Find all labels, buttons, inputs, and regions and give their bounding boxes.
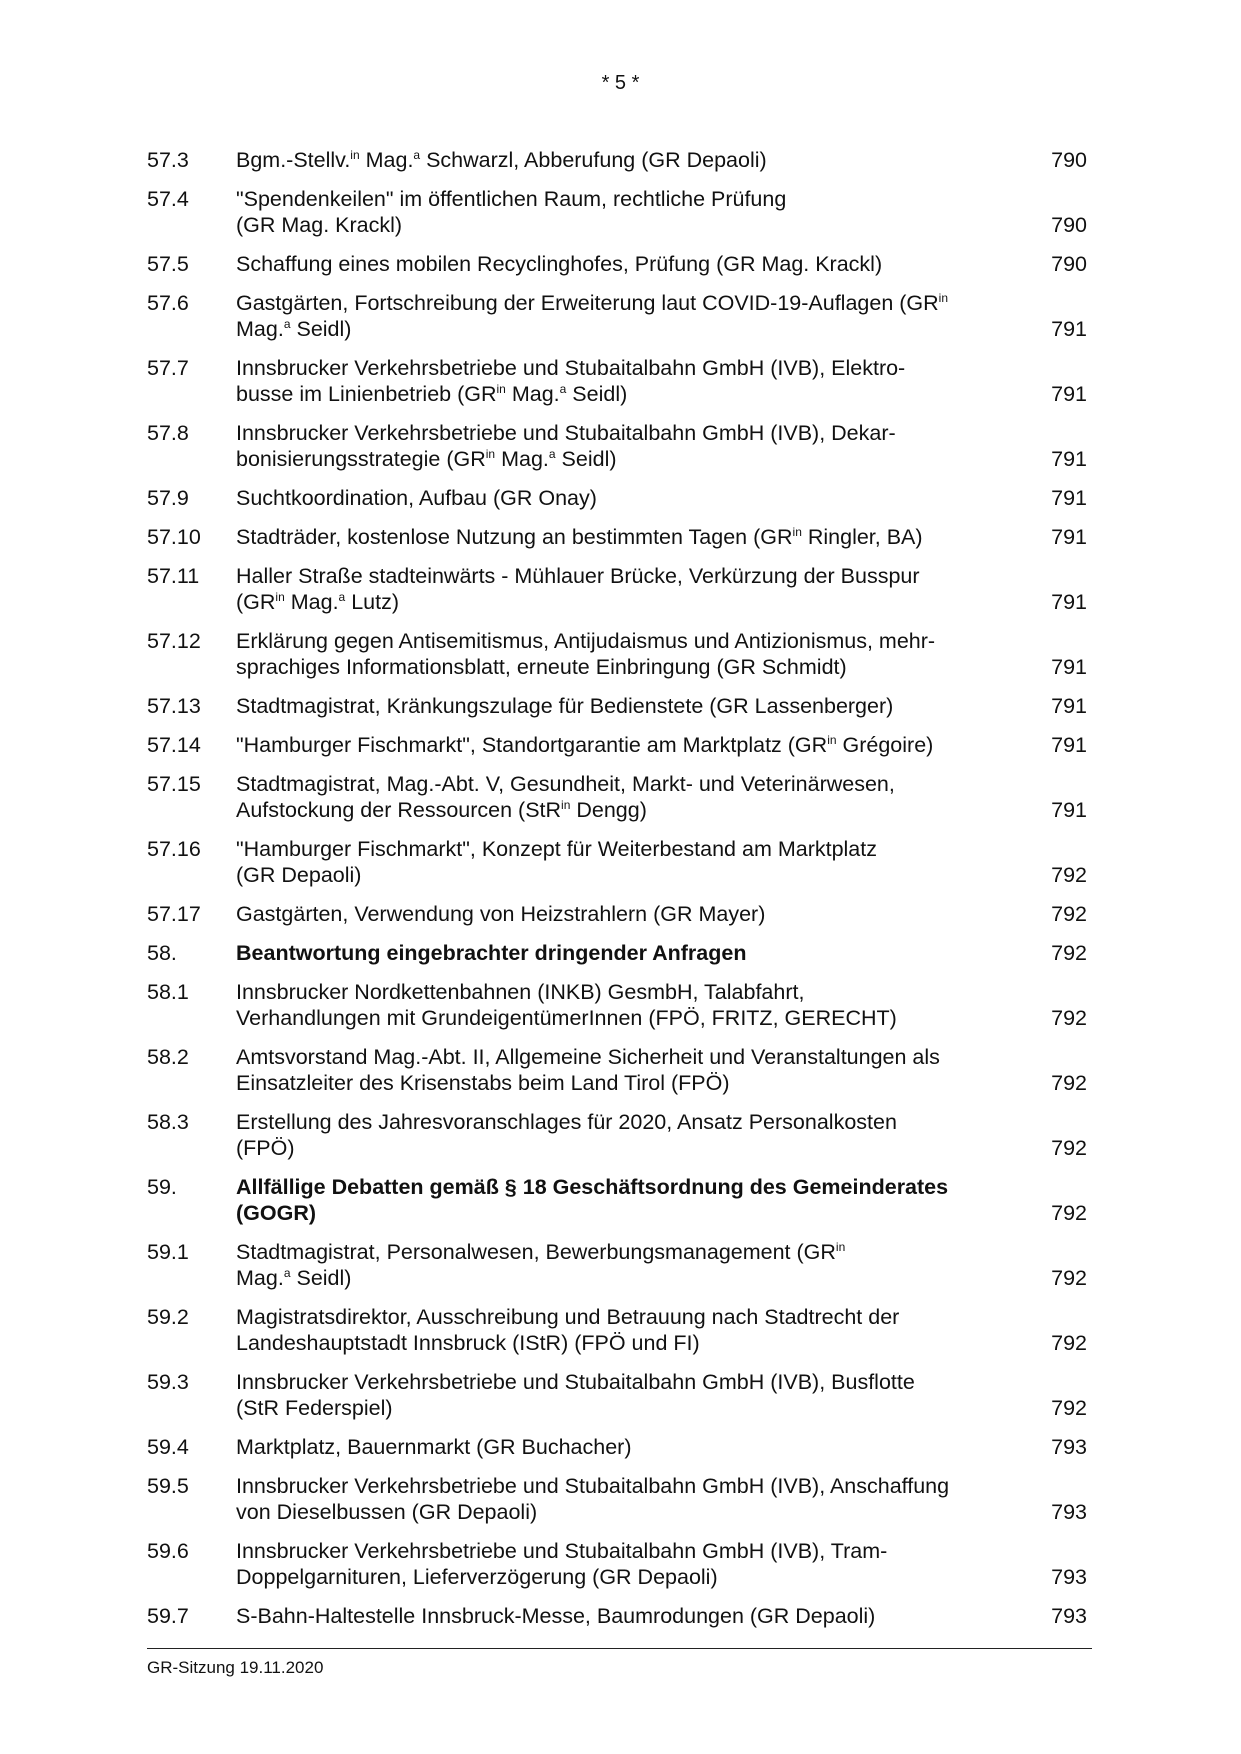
toc-entry — [147, 693, 1087, 719]
entry-page: 791 — [1051, 655, 1087, 679]
entry-number: 57.6 — [147, 291, 189, 315]
entry-title: Bgm.-Stellv.$^{in}$ Mag.$^a$ Schwarzl, Abberufung (GR Depaoli) — [236, 148, 767, 172]
entry-number: 57.16 — [147, 837, 201, 861]
footer-text: GR-Sitzung 19.11.2020 — [147, 1658, 324, 1677]
entry-title: Schaffung eines mobilen Recyclinghofes, Prüfung (GR Mag. Krackl) — [236, 252, 883, 276]
entry-title: Magistratsdirektor, Ausschreibung und Betrauung nach Stadtrecht der Landeshauptstadt Innsbruck (IStR) (FPÖ und FI) — [236, 1305, 900, 1355]
entry-page: 792 — [1051, 1201, 1087, 1225]
entry-page: 791 — [1051, 733, 1087, 757]
entry-page: 791 — [1051, 590, 1087, 614]
entry-page: 790 — [1051, 252, 1087, 276]
entry-number: 59.1 — [147, 1240, 189, 1264]
toc-entry — [147, 940, 1087, 966]
entry-title: Innsbrucker Verkehrsbetriebe und Stubaitalbahn GmbH (IVB), Busflotte (StR Federspiel) — [236, 1370, 915, 1420]
entry-number: 59.5 — [147, 1474, 189, 1498]
entry-title: Gastgärten, Fortschreibung der Erweiterung laut COVID-19-Auflagen ($GR^{in}$ Mag.$^a$ Seidl) — [236, 291, 948, 341]
entry-page: 792 — [1051, 941, 1087, 965]
entry-page: 791 — [1051, 798, 1087, 822]
toc-entry — [147, 1044, 1087, 1096]
entry-title: Innsbrucker Verkehrsbetriebe und Stubaitalbahn GmbH (IVB), Tram- Doppelgarnituren, Lieferverzögerung (GR Depaoli) — [236, 1539, 888, 1589]
entry-title: Stadtmagistrat, Kränkungszulage für Bedienstete (GR Lassenberger) — [236, 694, 894, 718]
toc-entry — [147, 1434, 1087, 1460]
footer-divider — [147, 1648, 1092, 1649]
toc-entry — [147, 1473, 1087, 1525]
toc-entry — [147, 1109, 1087, 1161]
entry-page: 790 — [1051, 213, 1087, 237]
entry-title: Marktplatz, Bauernmarkt (GR Buchacher) — [236, 1435, 632, 1459]
entry-title: Innsbrucker Verkehrsbetriebe und Stubaitalbahn GmbH (IVB), Elektro- busse im Linienbetrieb ($GR^{in}$ Mag.$^a$ Seidl) — [236, 356, 906, 406]
entry-title: Erklärung gegen Antisemitismus, Antijudaismus und Antizionismus, mehr- sprachiges Informationsblatt, erneute Einbringung (GR Schmidt) — [236, 629, 936, 679]
entry-title: Innsbrucker Nordkettenbahnen (INKB) GesmbH, Talabfahrt, Verhandlungen mit GrundeigentümerInnen (FPÖ, FRITZ, GERECHT) — [236, 980, 897, 1030]
entry-page: 792 — [1051, 863, 1087, 887]
toc-entry — [147, 355, 1087, 407]
entry-title: Beantwortung eingebrachter dringender Anfragen — [236, 941, 747, 965]
toc-entry — [147, 563, 1087, 615]
entry-title: S-Bahn-Haltestelle Innsbruck-Messe, Baumrodungen (GR Depaoli) — [236, 1604, 876, 1628]
entry-page: 792 — [1051, 1331, 1087, 1355]
entry-title: Haller Straße stadteinwärts - Mühlauer Brücke, Verkürzung der Busspur ($GR^{in}$ Mag.$^a$ Lutz) — [236, 564, 920, 614]
toc-entry — [147, 1538, 1087, 1590]
entry-page: 791 — [1051, 694, 1087, 718]
entry-number: 59.7 — [147, 1604, 189, 1628]
entry-page: 791 — [1051, 447, 1087, 471]
toc-entry — [147, 901, 1087, 927]
entry-title: Innsbrucker Verkehrsbetriebe und Stubaitalbahn GmbH (IVB), Anschaffung von Dieselbussen (GR Depaoli) — [236, 1474, 950, 1524]
entry-title: Stadtmagistrat, Personalwesen, Bewerbungsmanagement ($GR^{in}$ Mag.$^a$ Seidl) — [236, 1240, 846, 1290]
entry-number: 58.1 — [147, 980, 189, 1004]
table-of-contents — [147, 147, 1087, 1642]
entry-page: 792 — [1051, 1396, 1087, 1420]
entry-page: 793 — [1051, 1565, 1087, 1589]
entry-number: 57.10 — [147, 525, 201, 549]
toc-entry — [147, 1239, 1087, 1291]
entry-number: 57.9 — [147, 486, 189, 510]
entry-number: 57.15 — [147, 772, 201, 796]
entry-page: 792 — [1051, 1136, 1087, 1160]
toc-entry — [147, 1304, 1087, 1356]
entry-page: 792 — [1051, 1071, 1087, 1095]
entry-title: Amtsvorstand Mag.-Abt. II, Allgemeine Sicherheit und Veranstaltungen als Einsatzleiter des Krisenstabs beim Land Tirol (FPÖ) — [236, 1045, 940, 1095]
toc-entry — [147, 836, 1087, 888]
entry-page: 791 — [1051, 317, 1087, 341]
toc-entry — [147, 1174, 1087, 1226]
entry-number: 59.6 — [147, 1539, 189, 1563]
entry-number: 58. — [147, 941, 177, 965]
entry-title: "Hamburger Fischmarkt", Konzept für Weiterbestand am Marktplatz (GR Depaoli) — [236, 837, 877, 887]
entry-number: 58.3 — [147, 1110, 189, 1134]
toc-entry — [147, 1603, 1087, 1629]
entry-page: 790 — [1051, 148, 1087, 172]
toc-entry — [147, 485, 1087, 511]
entry-number: 57.14 — [147, 733, 201, 757]
entry-number: 57.4 — [147, 187, 189, 211]
entry-title: Stadtmagistrat, Mag.-Abt. V, Gesundheit, Markt- und Veterinärwesen, Aufstockung der Ressourcen (StR$^{in}$ Dengg) — [236, 772, 895, 822]
entry-page: 793 — [1051, 1604, 1087, 1628]
entry-number: 57.11 — [147, 564, 200, 588]
entry-number: 59. — [147, 1175, 177, 1199]
entry-number: 57.7 — [147, 356, 189, 380]
entry-number: 59.4 — [147, 1435, 189, 1459]
toc-entry — [147, 771, 1087, 823]
entry-title: "Hamburger Fischmarkt", Standortgarantie am Marktplatz ($GR^{in}$ Grégoire) — [236, 733, 934, 757]
entry-title: Gastgärten, Verwendung von Heizstrahlern (GR Mayer) — [236, 902, 766, 926]
toc-entry — [147, 628, 1087, 680]
entry-number: 57.8 — [147, 421, 189, 445]
toc-entry — [147, 1369, 1087, 1421]
entry-page: 793 — [1051, 1435, 1087, 1459]
entry-number: 57.12 — [147, 629, 201, 653]
toc-entry — [147, 524, 1087, 550]
toc-entry — [147, 420, 1087, 472]
entry-page: 792 — [1051, 1266, 1087, 1290]
entry-title: Erstellung des Jahresvoranschlages für 2020, Ansatz Personalkosten (FPÖ) — [236, 1110, 897, 1160]
entry-page: 793 — [1051, 1500, 1087, 1524]
toc-entry — [147, 147, 1087, 173]
entry-title: Suchtkoordination, Aufbau (GR Onay) — [236, 486, 597, 510]
entry-number: 57.17 — [147, 902, 201, 926]
entry-number: 58.2 — [147, 1045, 189, 1069]
entry-title: "Spendenkeilen" im öffentlichen Raum, rechtliche Prüfung (GR Mag. Krackl) — [236, 187, 787, 237]
toc-entry — [147, 290, 1087, 342]
toc-entry — [147, 186, 1087, 238]
entry-title: Stadträder, kostenlose Nutzung an bestimmten Tagen ($GR^{in}$ Ringler, BA) — [236, 525, 923, 549]
entry-page: 791 — [1051, 525, 1087, 549]
toc-entry — [147, 979, 1087, 1031]
entry-page: 791 — [1051, 486, 1087, 510]
entry-number: 59.2 — [147, 1305, 189, 1329]
page-number: * 5 * — [601, 72, 640, 94]
entry-number: 57.5 — [147, 252, 189, 276]
toc-entry — [147, 251, 1087, 277]
entry-number: 57.3 — [147, 148, 189, 172]
entry-number: 57.13 — [147, 694, 201, 718]
entry-page: 792 — [1051, 1006, 1087, 1030]
entry-title: Allfällige Debatten gemäß § 18 Geschäftsordnung des Gemeinderates (GOGR) — [236, 1175, 949, 1225]
toc-entry — [147, 732, 1087, 758]
entry-number: 59.3 — [147, 1370, 189, 1394]
entry-title: Innsbrucker Verkehrsbetriebe und Stubaitalbahn GmbH (IVB), Dekar- bonisierungsstrategie ($GR^{in}$ Mag.$^a$ Seidl) — [236, 421, 896, 471]
entry-page: 792 — [1051, 902, 1087, 926]
entry-page: 791 — [1051, 382, 1087, 406]
